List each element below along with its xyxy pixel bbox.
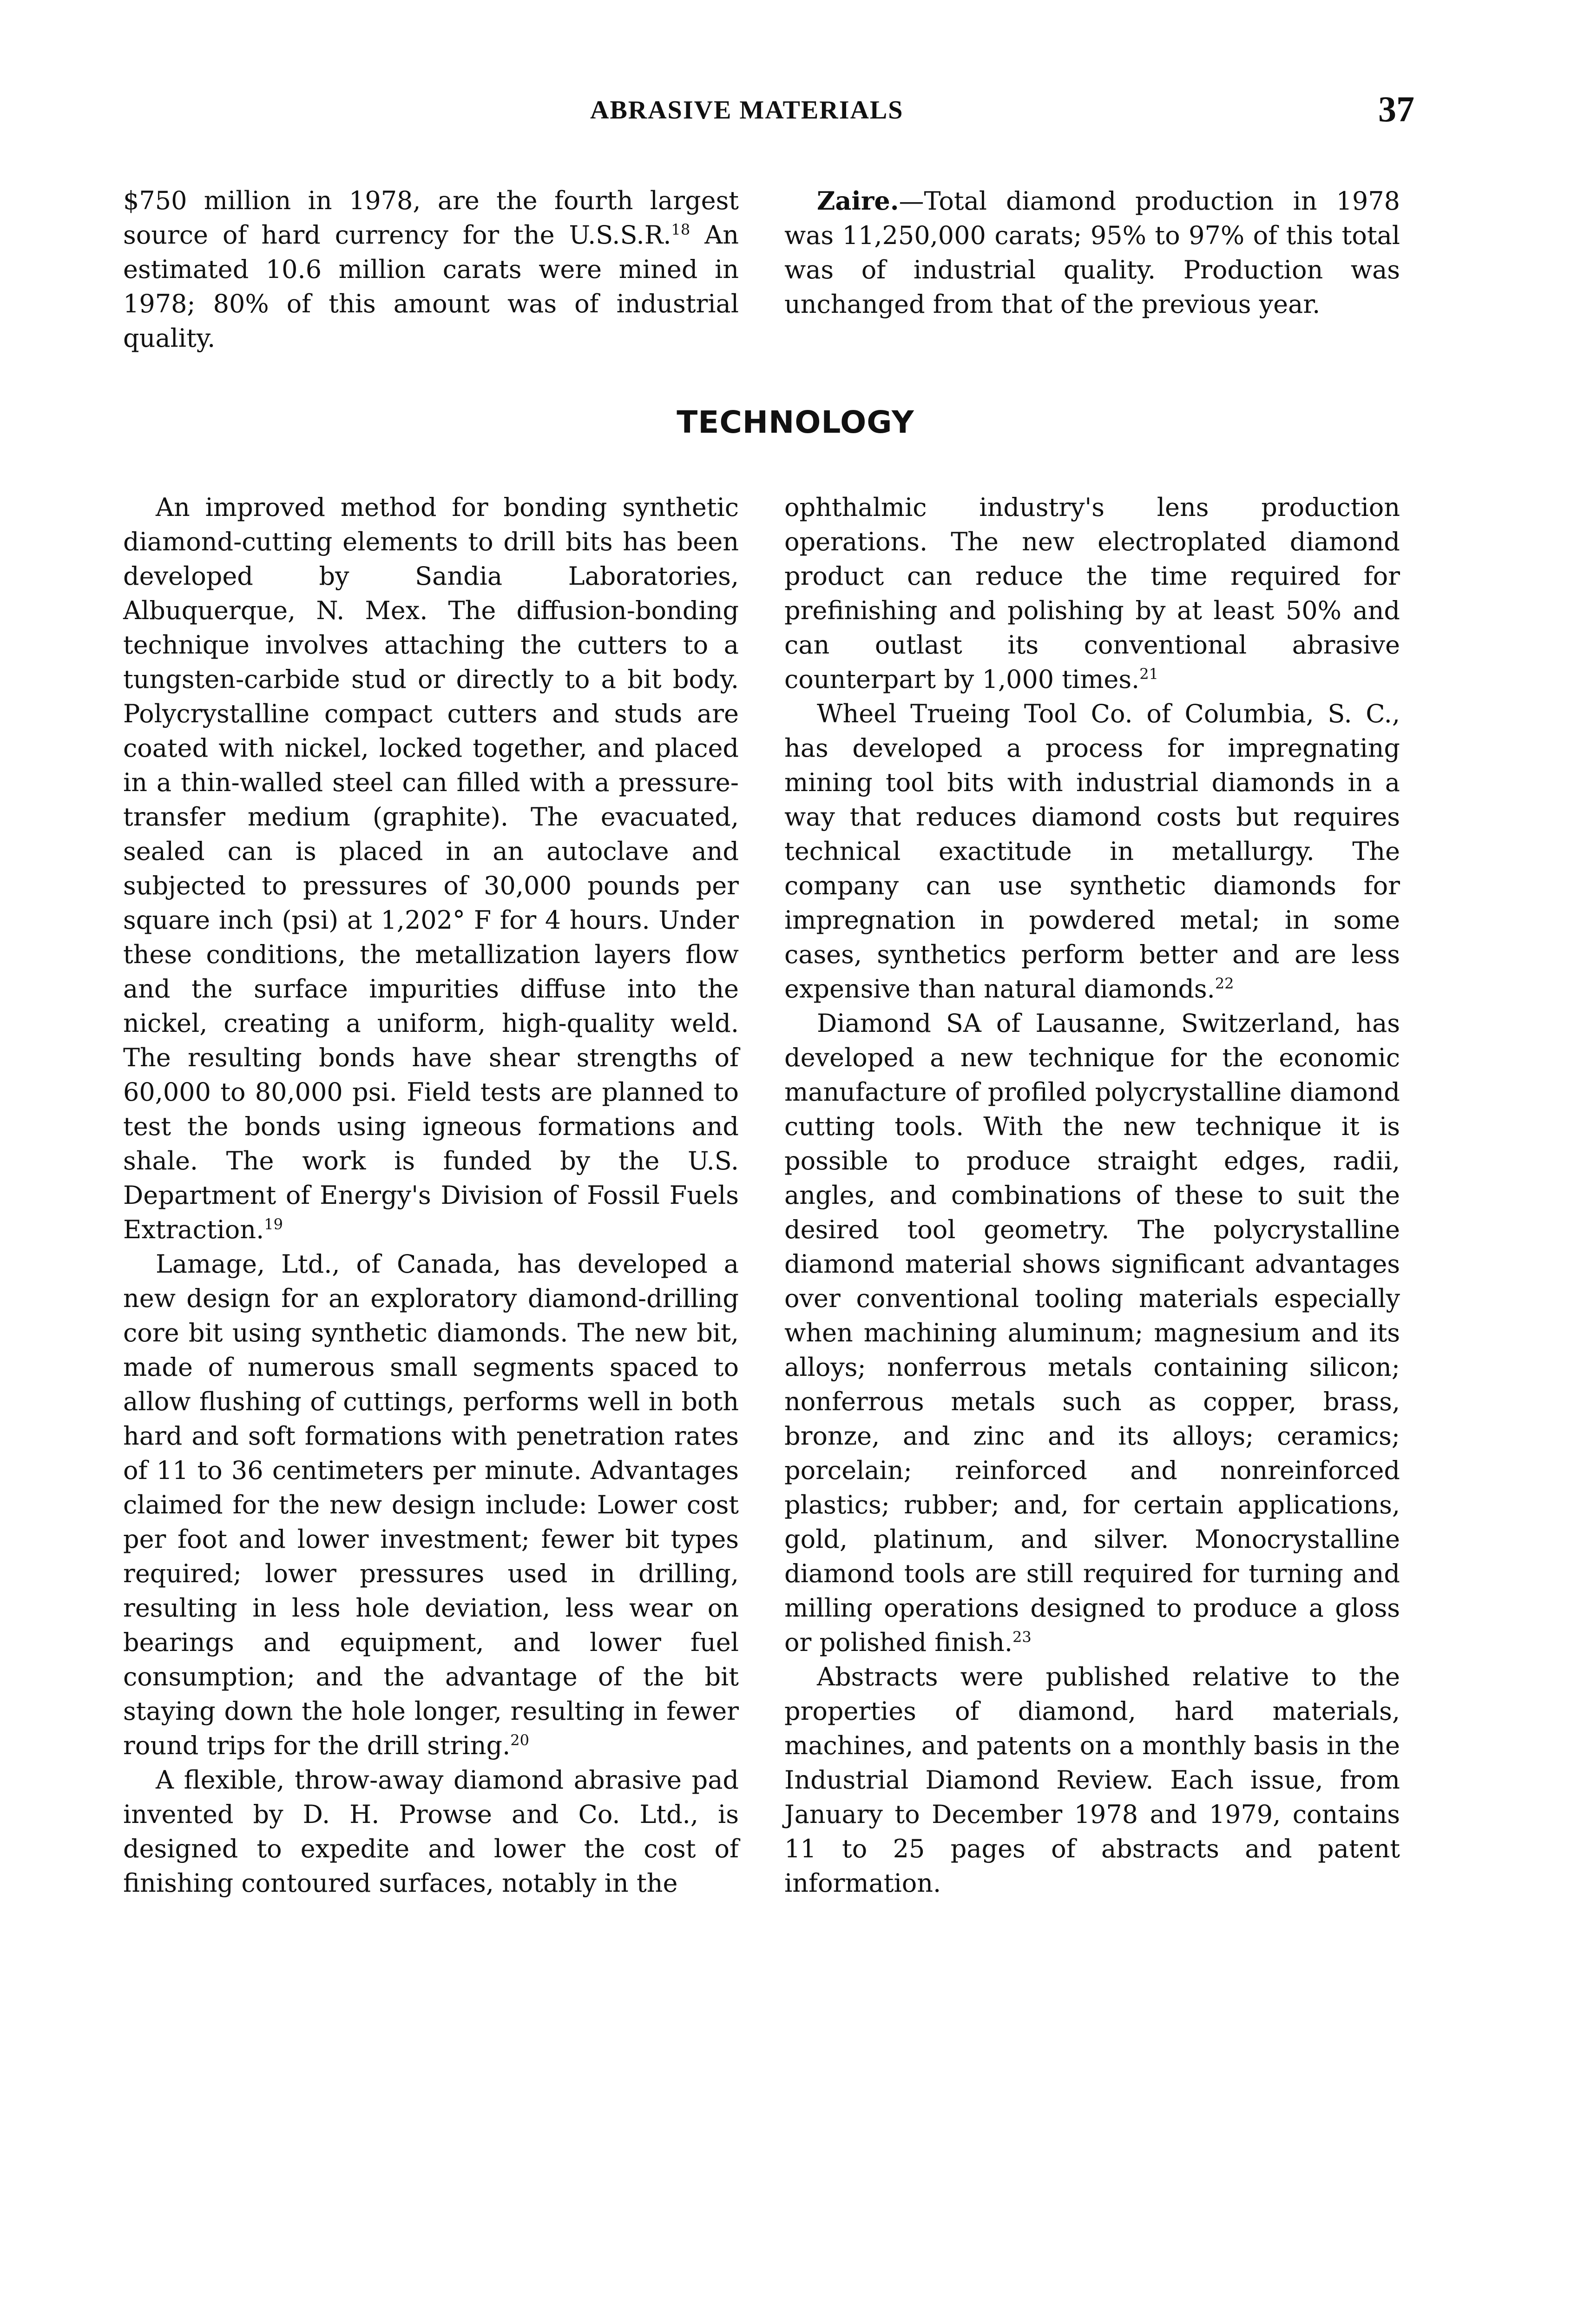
section-heading: TECHNOLOGY	[677, 404, 914, 440]
footnote-ref: 20	[510, 1731, 530, 1749]
footnote-ref: 18	[671, 221, 690, 238]
running-head: ABRASIVE MATERIALS	[590, 96, 904, 125]
right-column	[784, 490, 1400, 1901]
paragraph-ussr-currency	[123, 184, 739, 356]
page-number: 37	[1378, 89, 1414, 129]
paragraph-prowse	[123, 1763, 739, 1901]
paragraph-lamage	[123, 1247, 739, 1763]
footnote-ref: 22	[1215, 975, 1234, 992]
paragraph-sandia	[123, 490, 739, 1247]
footnote-ref: 19	[264, 1215, 283, 1233]
paragraph-text: Wheel Trueing Tool Co. of Columbia, S. C., has developed a process for impregnating mining tool bits with industrial diamonds in a way that reduces diamond costs but requires technical exactitude in metallurgy. The company can use synthetic diamonds for impregnation in powdered metal; in some cases, synthetics perform better and are less expensive than natural diamonds.	[784, 699, 1400, 1004]
paragraph-diamond-sa	[784, 1006, 1400, 1660]
paragraph-zaire	[784, 184, 1400, 322]
paragraph-text: Abstracts were published relative to the properties of diamond, hard materials, machines, and patents on a monthly basis in the Industrial Diamond Review. Each issue, from January to December 1978 and 1979, contains 11 to 25 pages of abstracts and patent information.	[784, 1662, 1400, 1898]
paragraph-text: Lamage, Ltd., of Canada, has developed a new design for an exploratory diamond-drilling core bit using synthetic diamonds. The new bit, made of numerous small segments spaced to allow flushing of cuttings, performs well in both hard and soft formations with penetration rates of 11 to 36 centimeters per minute. Advantages claimed for the new design include: Lower cost per foot and lower investment; fewer bit types required; lower pressures used in drilling, resulting in less hole deviation, less wear on bearings and equipment, and lower fuel consumption; and the advantage of the bit staying down the hole longer, resulting in fewer round trips for the drill string.	[123, 1249, 739, 1760]
left-column	[123, 490, 739, 1901]
top-right-column	[784, 184, 1400, 322]
paragraph-ophthalmic	[784, 490, 1400, 697]
paragraph-abstracts	[784, 1660, 1400, 1901]
footnote-ref: 23	[1012, 1628, 1032, 1646]
run-in-heading: Zaire.	[817, 186, 899, 216]
paragraph-wheel-trueing	[784, 697, 1400, 1006]
paragraph-text: A flexible, throw-away diamond abrasive pad invented by D. H. Prowse and Co. Ltd., is designed to expedite and lower the cost of finishing contoured surfaces, notably in the	[123, 1765, 739, 1898]
paragraph-text: An estimated 10.6 million carats were mined in 1978; 80% of this amount was of industrial quality.	[123, 220, 739, 353]
footnote-ref: 21	[1139, 665, 1158, 683]
paragraph-text: Diamond SA of Lausanne, Switzerland, has developed a new technique for the economic manufacture of profiled polycrystalline diamond cutting tools. With the new technique it is possible to produce straight edges, radii, angles, and combinations of these to suit the desired tool geometry. The polycrystalline diamond material shows significant advantages over conventional tooling materials especially when machining aluminum; magnesium and its alloys; nonferrous metals containing silicon; nonferrous metals such as copper, brass, bronze, and zinc and its alloys; ceramics; porcelain; reinforced and nonreinforced plastics; rubber; and, for certain applications, gold, platinum, and silver. Monocrystalline diamond tools are still required for turning and milling operations designed to produce a gloss or polished finish.	[784, 1009, 1400, 1657]
top-left-column	[123, 184, 739, 356]
paragraph-text: ophthalmic industry's lens production operations. The new electroplated diamond product can reduce the time required for prefinishing and polishing by at least 50% and can outlast its conventional abrasive counterpart by 1,000 times.	[784, 493, 1400, 694]
paragraph-text: —Total diamond production in 1978 was 11,250,000 carats; 95% to 97% of this total was of industrial quality. Production was unchanged from that of the previous year.	[784, 186, 1400, 319]
paragraph-text: $750 million in 1978, are the fourth largest source of hard currency for the U.S.S.R.	[123, 186, 739, 250]
paragraph-text: An improved method for bonding synthetic diamond-cutting elements to drill bits has been developed by Sandia Laboratories, Albuquerque, N. Mex. The diffusion-bonding technique involves attaching the cutters to a tungsten-carbide stud or directly to a bit body. Polycrystalline compact cutters and studs are coated with nickel, locked together, and placed in a thin-walled steel can filled with a pressure-transfer medium (graphite). The evacuated, sealed can is placed in an autoclave and subjected to pressures of 30,000 pounds per square inch (psi) at 1,202° F for 4 hours. Under these conditions, the metallization layers flow and the surface impurities diffuse into the nickel, creating a uniform, high-quality weld. The resulting bonds have shear strengths of 60,000 to 80,000 psi. Field tests are planned to test the bonds using igneous formations and shale. The work is funded by the U.S. Department of Energy's Division of Fossil Fuels Extraction.	[123, 493, 739, 1244]
